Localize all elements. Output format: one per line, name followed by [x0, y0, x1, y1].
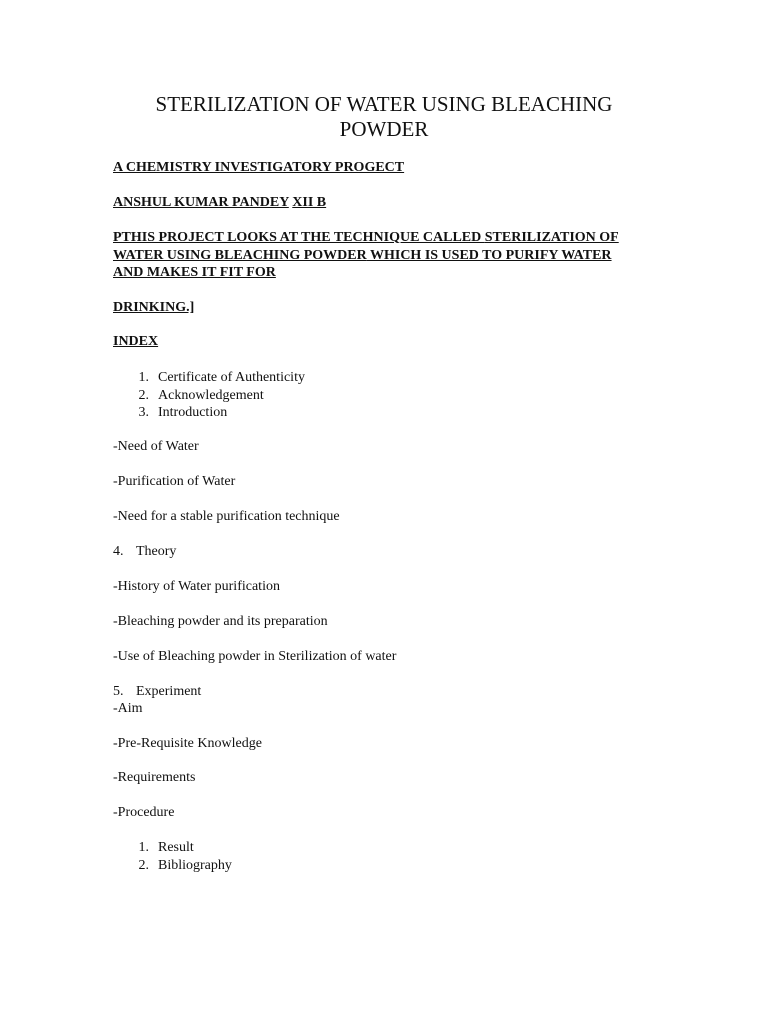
title-line-2: POWDER — [339, 117, 429, 141]
author-name: ANSHUL KUMAR PANDEY — [113, 195, 289, 210]
index-heading: INDEX — [113, 334, 159, 349]
intro-part-3: WHICH IS USED TO PURIFY WATER AND MAKES IT FIT FOR — [113, 247, 612, 280]
index-entry-theory — [113, 543, 176, 561]
list-item-label: Introduction — [158, 405, 228, 420]
index-subitem-stable-technique: -Need for a stable purification technique — [113, 509, 340, 524]
list-item-number: 2. — [138, 387, 149, 403]
drinking-line: DRINKING.] — [113, 300, 195, 315]
index-subitem-purification: -Purification of Water — [113, 474, 236, 489]
index-subitem-bleaching-use: -Use of Bleaching powder in Sterilization of water — [113, 649, 397, 664]
index-entry-experiment — [113, 683, 201, 701]
index-subitem-procedure: -Procedure — [113, 805, 175, 820]
theory-label: Theory — [136, 544, 177, 559]
title-line-1: STERILIZATION OF WATER USING BLEACHING — [155, 92, 613, 116]
index-list-1 — [113, 369, 305, 422]
index-subitem-prereq: -Pre-Requisite Knowledge — [113, 736, 262, 751]
list-item — [113, 404, 305, 422]
experiment-label: Experiment — [136, 684, 202, 699]
list-item — [113, 369, 305, 387]
index-list-2 — [113, 839, 232, 874]
intro-part-2: STERILIZATION OF WATER USING BLEACHING POWDER — [113, 230, 619, 263]
document-title — [100, 92, 668, 142]
list-item — [113, 857, 232, 875]
theory-number: 4. — [113, 544, 124, 559]
list-item-label: Acknowledgement — [158, 387, 264, 403]
list-item — [113, 839, 232, 857]
author-class: XII B — [292, 195, 327, 210]
list-item-label: Result — [158, 840, 194, 855]
index-subitem-history: -History of Water purification — [113, 579, 280, 594]
list-item-number: 1. — [138, 840, 149, 855]
intro-paragraph — [113, 229, 643, 282]
list-item-number: 3. — [138, 405, 149, 420]
intro-part-1: PTHIS PROJECT LOOKS AT THE TECHNIQUE CALLED — [113, 230, 485, 245]
list-item — [113, 387, 305, 405]
subtitle: A CHEMISTRY INVESTIGATORY PROGECT — [113, 160, 405, 175]
list-item-label: Bibliography — [158, 857, 232, 873]
author-line — [113, 194, 326, 212]
list-item-label: Certificate of Authenticity — [158, 370, 305, 385]
index-subitem-requirements: -Requirements — [113, 770, 196, 785]
index-subitem-bleaching-prep: -Bleaching powder and its preparation — [113, 614, 328, 629]
list-item-number: 2. — [138, 857, 149, 873]
index-subitem-aim: -Aim — [113, 701, 143, 716]
list-item-number: 1. — [138, 370, 149, 385]
experiment-number: 5. — [113, 684, 124, 699]
index-subitem-need-water: -Need of Water — [113, 439, 199, 454]
